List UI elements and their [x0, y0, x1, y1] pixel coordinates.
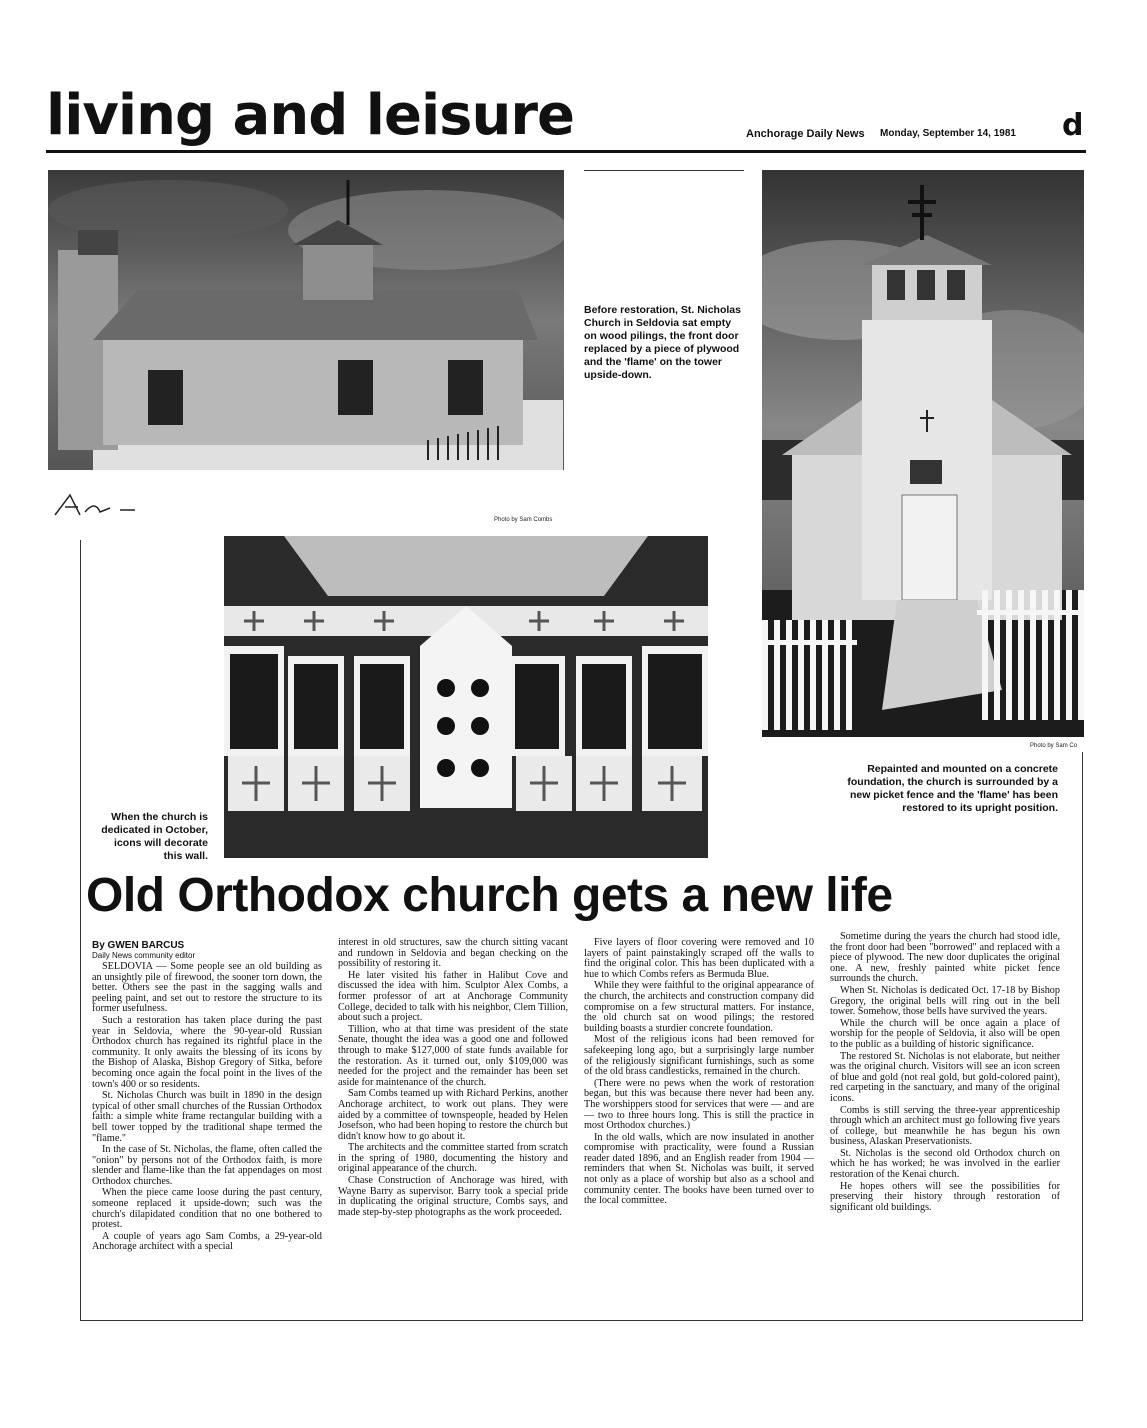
photo-credit-2: Photo by Sam Co	[1030, 743, 1078, 749]
paragraph: Sam Combs teamed up with Richard Perkins, another Anchorage architect, to work out plans. They were aided by a committee of townspeople, headed by Helen Josefson, who had been hoping to restore the church but didn't know how to go about it.	[338, 1088, 568, 1142]
paragraph: He hopes others will see the possibilities for preserving their history through restoration of significant old buildings.	[830, 1180, 1060, 1213]
article-headline: Old Orthodox church gets a new life	[86, 869, 893, 922]
paragraph: In the old walls, which are now insulated in another compromise with practicality, were found a Russian reader dated 1896, and an English reader from 1904 — reminders that when St. Nicholas was built, it served not only as a place of worship but also as a school and community center. The books have been turned over to the local committee.	[584, 1131, 814, 1207]
icon-wall-photo	[224, 536, 708, 858]
newspaper-name: Anchorage Daily News	[746, 128, 865, 140]
article-column-4	[830, 932, 1060, 1214]
paragraph: Five layers of floor covering were removed and 10 layers of paint painstakingly scraped off the walls to find the original color. This has been duplicated with a hue to which Combs refers as Bermuda Blue.	[584, 937, 814, 980]
article-column-3	[584, 938, 814, 1208]
photo-credit-1: Photo by Sam Combs	[494, 517, 553, 523]
byline: By GWEN BARCUS	[92, 940, 185, 951]
paragraph: SELDOVIA — Some people see an old building as an unsightly pile of firewood, the sooner torn down, the better. Others see the past in the sagging walls and peeling paint, and set out to restore the structure to its former usefulness.	[92, 961, 322, 1015]
paragraph: interest in old structures, saw the church sitting vacant and rundown in Seldovia and began checking on the possibility of restoring it.	[338, 937, 568, 970]
logo-fragment: d	[1062, 108, 1084, 143]
signature-scribble	[50, 490, 160, 520]
paragraph: While they were faithful to the original appearance of the church, the architects and construction company did compromise on a few structural matters. For instance, the old church sat on wood pilings; the restored building boasts a sturdier concrete foundation.	[584, 980, 814, 1034]
issue-date: Monday, September 14, 1981	[880, 128, 1016, 139]
before-restoration-photo	[48, 170, 564, 470]
paragraph: A couple of years ago Sam Combs, a 29-year-old Anchorage architect with a special	[92, 1230, 322, 1253]
paragraph: Most of the religious icons had been removed for safekeeping long ago, but a surprisingly large number of the religiously significant furnishings, such as some of the old brass candlesticks, remained in the church.	[584, 1034, 814, 1078]
article-right-rule	[1082, 752, 1083, 1320]
section-title: living and leisure	[46, 83, 574, 148]
paragraph: St. Nicholas is the second old Orthodox church on which he has worked; he was involved in the earlier restoration of the Kenai church.	[830, 1147, 1060, 1181]
paragraph: In the case of St. Nicholas, the flame, often called the "onion" by persons not of the Orthodox faith, is more slender and flame-like than the fat appendages on most Orthodox churches.	[92, 1144, 322, 1187]
article-left-rule	[80, 540, 81, 1320]
paragraph: He later visited his father in Halibut Cove and discussed the idea with him. Sculptor Alex Combs, a former professor of art at Anchorage Community College, decided to talk with his neighbor, Clem Tillion, about such a project.	[338, 969, 568, 1024]
paragraph: While the church will be once again a place of worship for the people of Seldovia, it also will be open to the public as a building of historic significance.	[830, 1017, 1060, 1050]
paragraph: (There were no pews when the work of restoration began, but this was because there never had been any. The worshippers stood for services that were — and are — two to three hours long. This is still the practice in most Orthodox churches.)	[584, 1077, 814, 1132]
paragraph: Sometime during the years the church had stood idle, the front door had been "borrowed" and replaced with a piece of plywood. The new door duplicates the original one. A new, freshly painted white picket fence surrounds the church.	[830, 931, 1060, 985]
before-caption: Before restoration, St. Nicholas Church in Seldovia sat empty on wood pilings, the front door replaced by a piece of plywood and the 'flame' on the tower upside-down.	[584, 304, 741, 381]
caption-rule	[584, 170, 744, 171]
paragraph: Such a restoration has taken place during the past year in Seldovia, where the 90-year-old Russian Orthodox church has regained its rightful place in the community. It only awaits the blessing of its icons by the Bishop of Alaska, Bishop Gregory of Sitka, before becoming once again the focal point in the lives of the town's 400 or so residents.	[92, 1014, 322, 1090]
after-restoration-photo	[762, 170, 1084, 737]
header-rule	[46, 150, 1086, 153]
paragraph: The architects and the committee started from scratch in the spring of 1980, documenting the history and original appearance of the church.	[338, 1142, 568, 1175]
article-column-2	[338, 938, 568, 1219]
paragraph: When the piece came loose during the past century, someone replaced it upside-down; such was the church's dilapidated condition that no one bothered to protest.	[92, 1187, 322, 1231]
paragraph: Tillion, who at that time was president of the state Senate, thought the idea was a good one and followed through to make $127,000 of state funds available for the restoration. As it turned out, only $109,000 was needed for the project and the remainder has been set aside for maintenance of the church.	[338, 1023, 568, 1088]
byline-title: Daily News community editor	[92, 951, 196, 960]
paragraph: When St. Nicholas is dedicated Oct. 17-18 by Bishop Gregory, the original bells will ring out in the bell tower. Somehow, those bells have survived the years.	[830, 984, 1060, 1018]
article-column-1	[92, 962, 322, 1254]
paragraph: The restored St. Nicholas is not elaborate, but neither was the original church. Visitors will see an icon screen of blue and gold (not real gold, but gold-colored paint), red carpeting in the sanctuary, and many of the original icons.	[830, 1050, 1060, 1104]
paragraph: Combs is still serving the three-year apprenticeship through which an architect must go following five years of college, but meanwhile he has begun his own business, Alaskan Preservationists.	[830, 1104, 1060, 1148]
paragraph: Chase Construction of Anchorage was hired, with Wayne Barry as supervisor. Barry took a special pride in duplicating the original structure, Combs says, and made step-by-step photographs as the work proceeded.	[338, 1175, 568, 1218]
article-bottom-rule	[80, 1320, 1083, 1321]
wall-caption: When the church is dedicated in October, icons will decorate this wall.	[101, 811, 208, 862]
paragraph: St. Nicholas Church was built in 1890 in the design typical of other small churches of the Russian Orthodox faith: a simple white frame rectangular building with a bell tower topped by the traditional shape termed the "flame."	[92, 1090, 322, 1144]
after-caption: Repainted and mounted on a concrete foundation, the church is surrounded by a new picket fence and the 'flame' has been restored to its upright position.	[847, 763, 1058, 814]
